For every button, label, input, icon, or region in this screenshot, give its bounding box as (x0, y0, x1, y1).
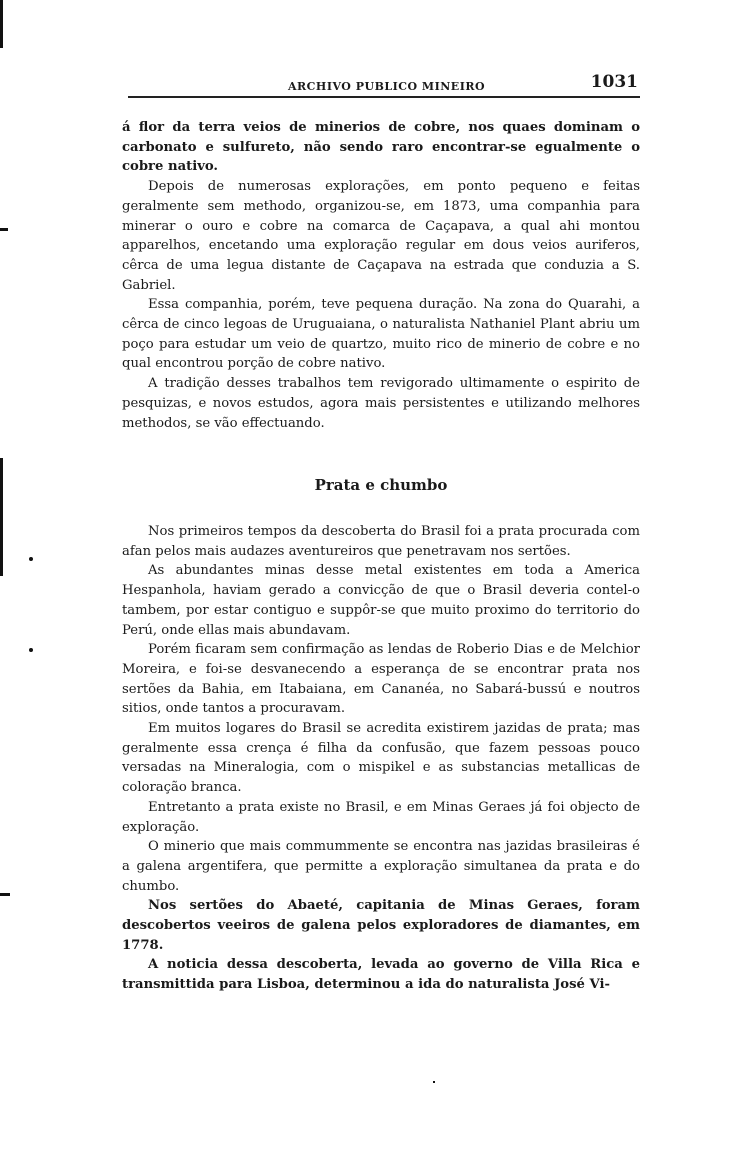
paragraph: Depois de numerosas explorações, em ponto pequeno e feitas geralmente sem methodo, organizou-se, em 1873, uma companhia para minerar o ouro e cobre na comarca de Caçapava, a qual ahi montou apparelhos, encetando uma exploração regular em dous veios auriferos, cêrca de uma legua distante de Caçapava na estrada que conduzia a S. Gabriel. (122, 179, 640, 293)
paragraph: Porém ficaram sem confirmação as lendas de Roberio Dias e de Melchior Moreira, e foi-se desvanecendo a esperança de se encontrar prata nos sertões da Bahia, em Itabaiana, em Cananéa, no Sabará-bussú e noutros sitios, onde tantos a procuravam. (122, 642, 640, 717)
scan-edge-mark (0, 893, 10, 896)
paragraph: á flor da terra veios de minerios de cobre, nos quaes dominam o carbonato e sulfureto, não sendo raro encontrar-se egualmente o cobre nativo. (122, 120, 640, 175)
paragraph: A tradição desses trabalhos tem revigorado ultimamente o espirito de pesquizas, e novos estudos, agora mais persistentes e utilizando melhores methodos, se vão effectuando. (122, 376, 640, 431)
paragraph: Em muitos logares do Brasil se acredita existirem jazidas de prata; mas geralmente essa crença é filha da confusão, que fazem pessoas pouco versadas na Mineralogia, com o mispikel e as substancias metallicas de coloração branca. (122, 721, 640, 796)
header-rule (128, 96, 640, 98)
scan-edge-mark (0, 0, 3, 48)
section-title: Prata e chumbo (314, 476, 448, 494)
scan-edge-mark (0, 458, 3, 576)
scan-edge-mark (29, 648, 33, 652)
paragraph: Nos sertões do Abaeté, capitania de Minas Geraes, foram descobertos veeiros de galena pelos exploradores de diamantes, em 1778. (122, 898, 640, 953)
paragraph: O minerio que mais commummente se encontra nas jazidas brasileiras é a galena argentifera, que permitte a exploração simultanea da prata e do chumbo. (122, 839, 640, 894)
section-text-block (122, 522, 640, 995)
scan-edge-mark (29, 557, 33, 561)
paragraph: As abundantes minas desse metal existentes em toda a America Hespanhola, haviam gerado a convicção de que o Brasil deveria contel-o tambem, por estar contiguo e suppôr-se que muito proximo do territorio do Perú, onde ellas mais abundavam. (122, 563, 640, 638)
paragraph: Essa companhia, porém, teve pequena duração. Na zona do Quarahi, a cêrca de cinco legoas de Uruguaiana, o naturalista Nathaniel Plant abriu um poço para estudar um veio de quartzo, muito rico de minerio de cobre e no qual encontrou porção de cobre nativo. (122, 297, 640, 372)
paragraph: Entretanto a prata existe no Brasil, e em Minas Geraes já foi objecto de exploração. (122, 799, 640, 835)
scan-edge-mark (433, 1081, 435, 1083)
running-title: ARCHIVO PUBLICO MINEIRO (288, 80, 486, 93)
paragraph: Nos primeiros tempos da descoberta do Brasil foi a prata procurada com afan pelos mais audazes aventureiros que penetravam nos sertões. (122, 524, 640, 559)
page-header (128, 72, 640, 98)
page-number: 1031 (590, 72, 638, 92)
paragraph: A noticia dessa descoberta, levada ao governo de Villa Rica e transmittida para Lisboa, determinou a ida do naturalista José Vi- (122, 957, 640, 993)
intro-text-block (122, 118, 640, 433)
scan-edge-mark (0, 228, 8, 231)
